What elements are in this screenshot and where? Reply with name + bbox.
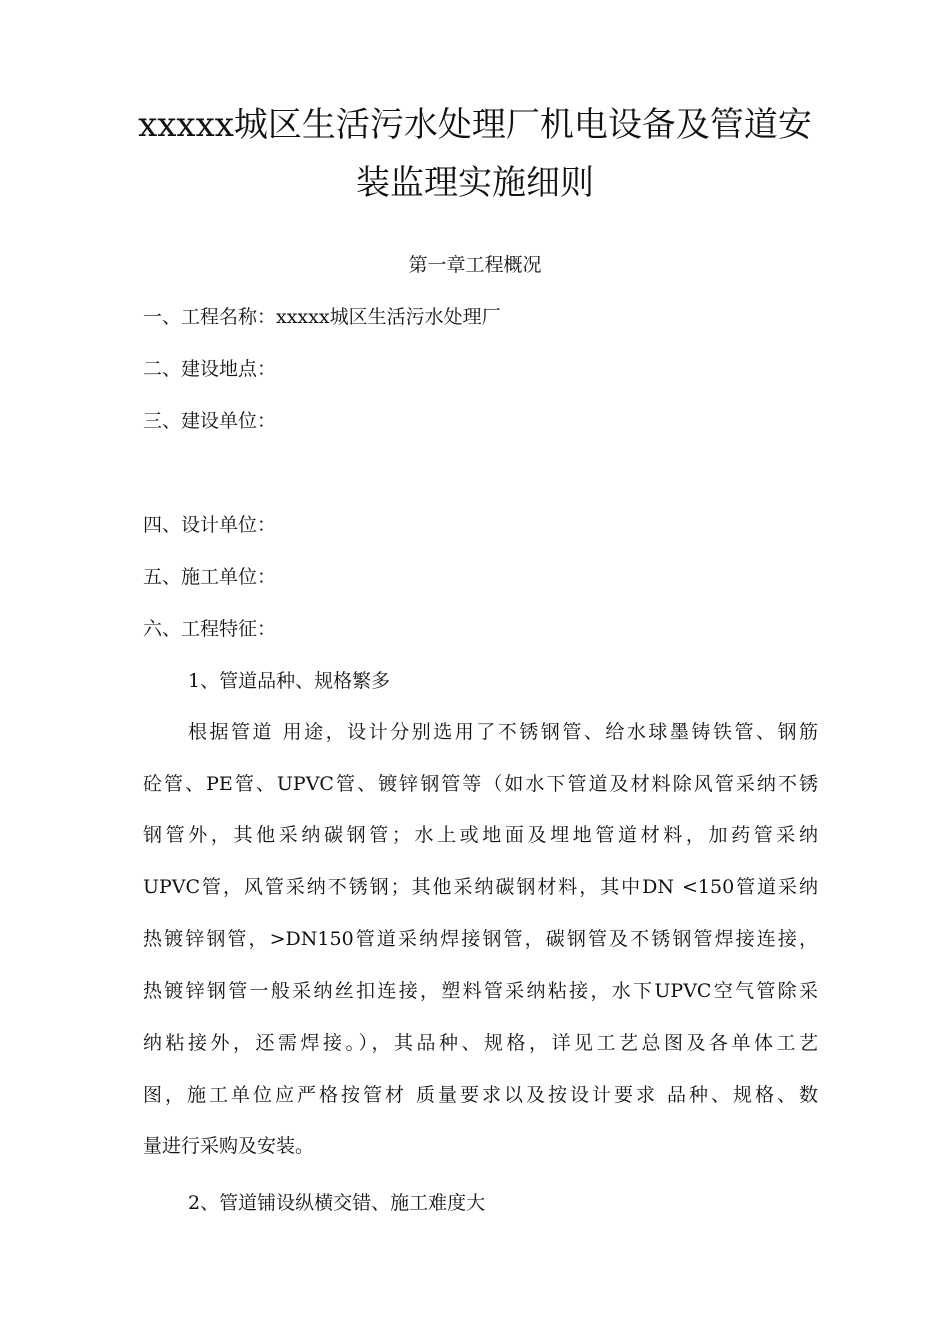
- project-features-item: 六、工程特征：: [143, 618, 277, 640]
- sub-heading-pipe-variety: 1、管道品种、规格繁多: [188, 670, 391, 692]
- paragraph-line: 热镀锌钢管，>DN150管道采纳焊接钢管，碳钢管及不锈钢管焊接连接，: [143, 928, 818, 950]
- document-title-line-2: 装监理实施细则: [356, 163, 594, 203]
- chapter-heading: 第一章工程概况: [408, 254, 542, 276]
- paragraph-line: 钢管外，其他采纳碳钢管；水上或地面及埋地管道材料，加药管采纳: [143, 824, 818, 846]
- design-unit-item: 四、设计单位：: [143, 514, 277, 536]
- sub-heading-pipe-layout: 2、管道铺设纵横交错、施工难度大: [188, 1192, 486, 1214]
- paragraph-line: 量进行采购及安装。: [143, 1135, 315, 1157]
- paragraph-line: 砼管、PE管、UPVC管、镀锌钢管等（如水下管道及材料除风管采纳不锈: [143, 773, 818, 795]
- project-name-item: 一、工程名称：xxxxx城区生活污水处理厂: [143, 306, 501, 328]
- paragraph-line: 根据管道 用途，设计分别选用了不锈钢管、给水球墨铸铁管、钢筋: [188, 721, 818, 743]
- contractor-unit-item: 五、施工单位：: [143, 566, 277, 588]
- construction-location-item: 二、建设地点：: [143, 358, 277, 380]
- paragraph-line: 图，施工单位应严格按管材 质量要求以及按设计要求 品种、规格、数: [143, 1084, 818, 1106]
- construction-unit-item: 三、建设单位：: [143, 410, 277, 432]
- paragraph-line: UPVC管，风管采纳不锈钢；其他采纳碳钢材料，其中DN <150管道采纳: [143, 876, 818, 898]
- paragraph-line: 纳粘接外，还需焊接。），其品种、规格，详见工艺总图及各单体工艺: [143, 1032, 818, 1054]
- document-title-line-1: xxxxx城区生活污水处理厂机电设备及管道安: [138, 105, 812, 145]
- paragraph-line: 热镀锌钢管一般采纳丝扣连接，塑料管采纳粘接，水下UPVC空气管除采: [143, 980, 818, 1002]
